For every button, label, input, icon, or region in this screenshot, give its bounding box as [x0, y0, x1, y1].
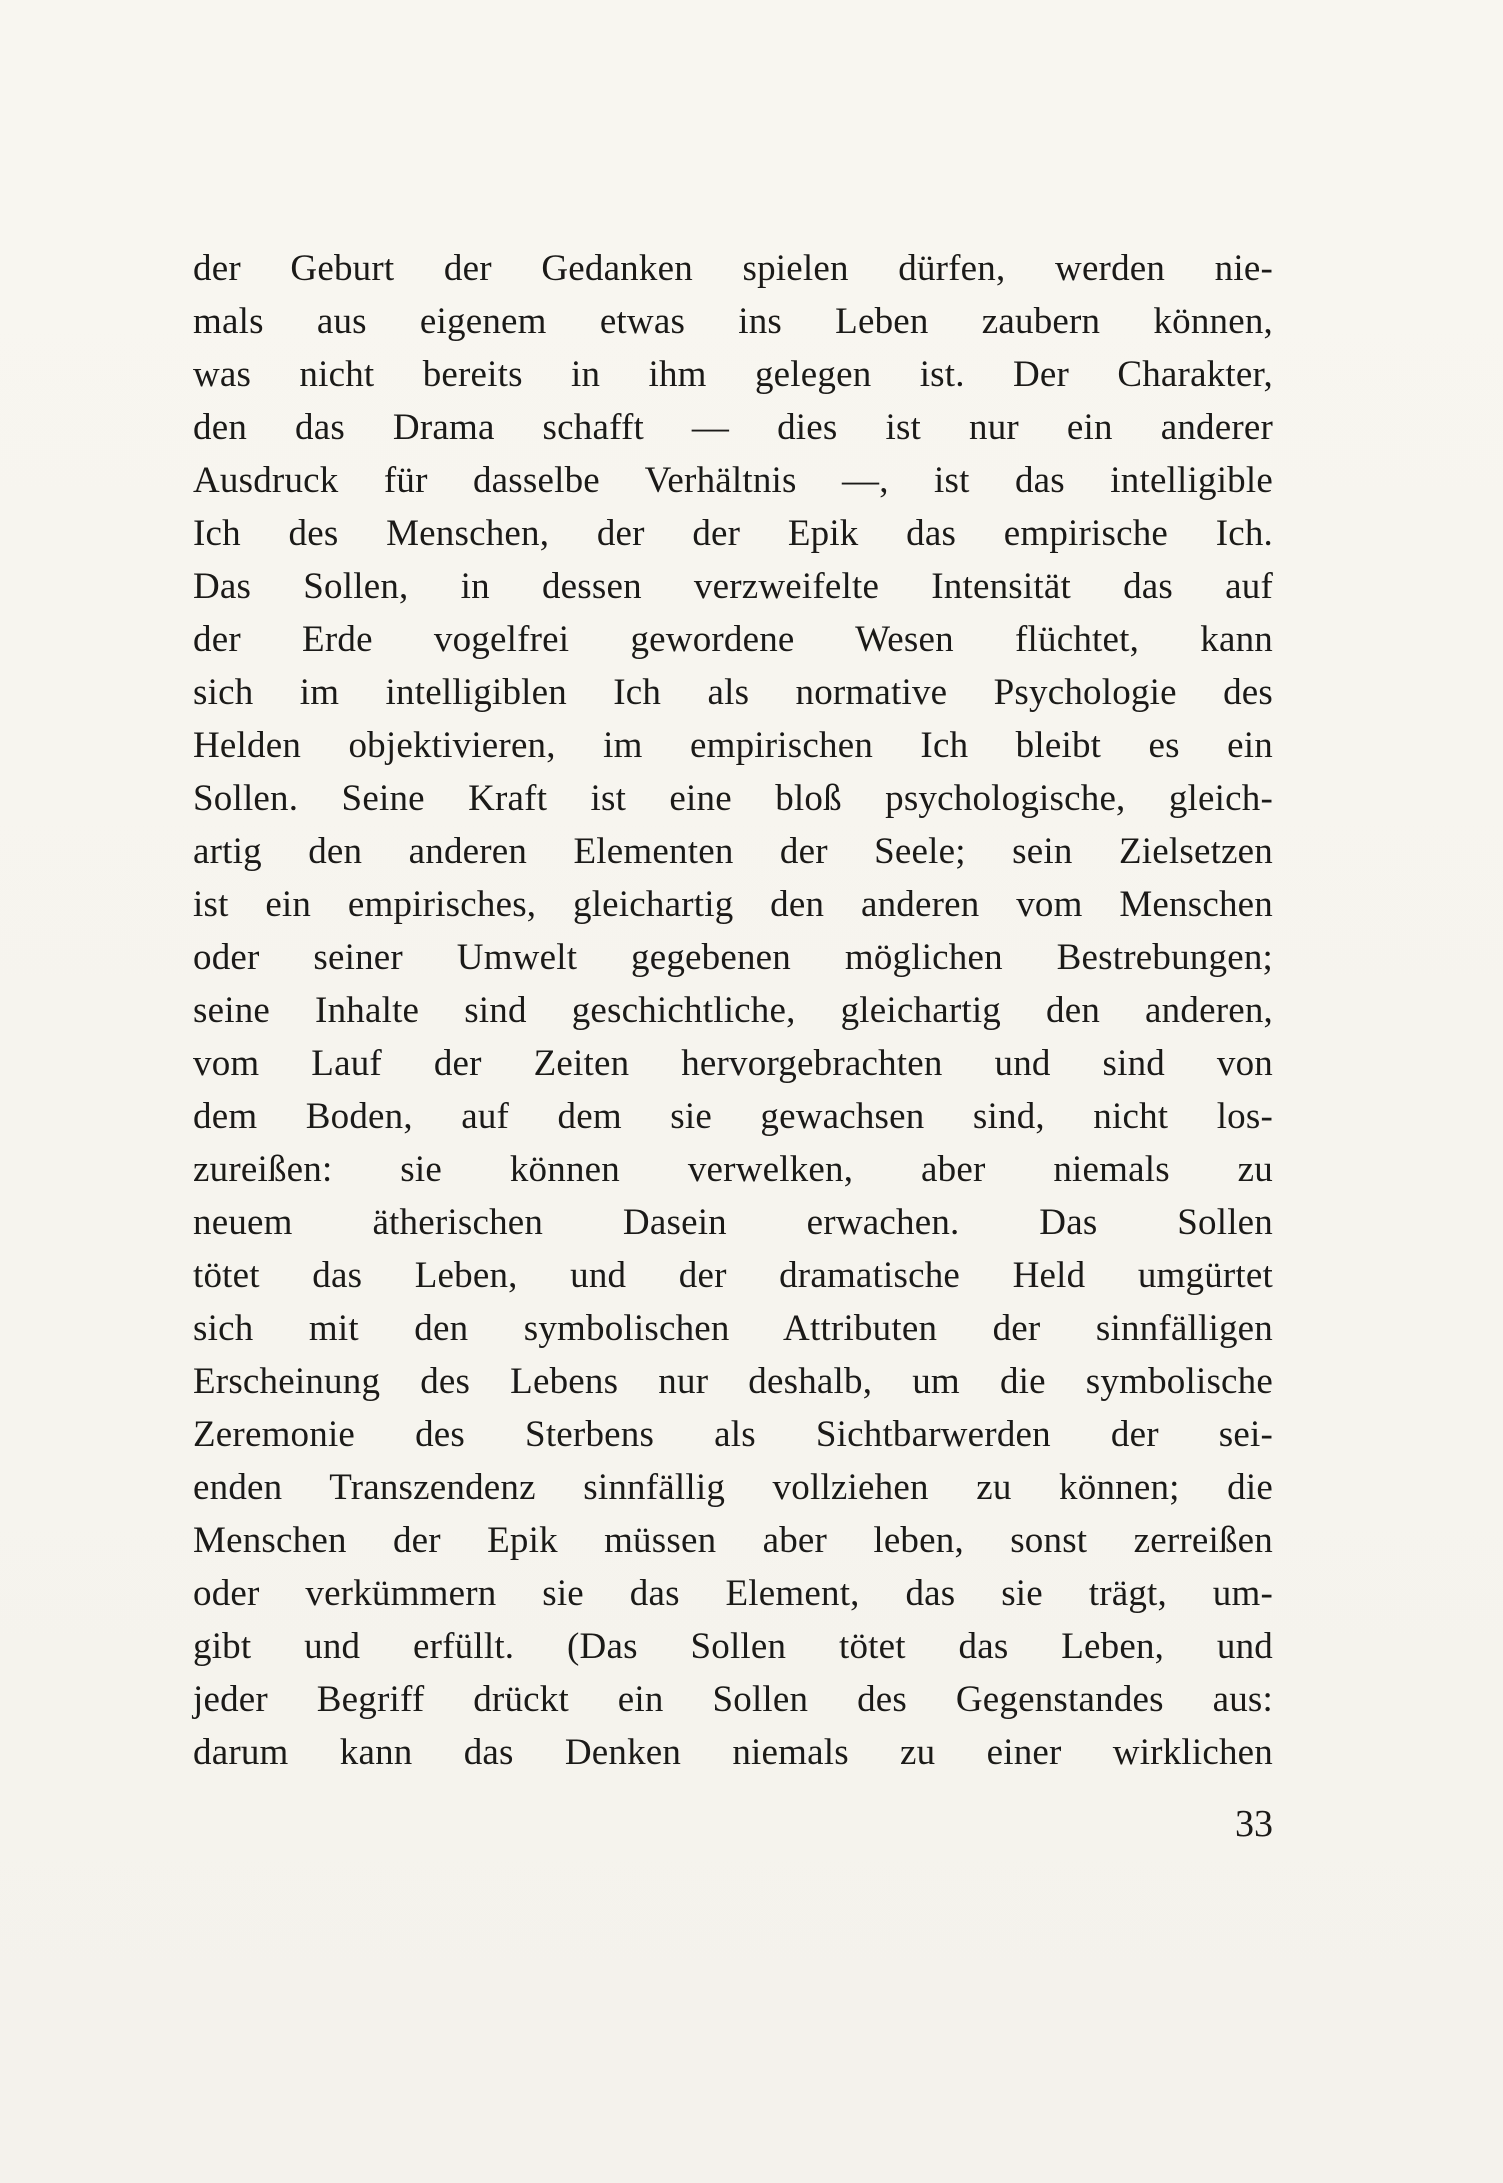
text-line: Helden objektivieren, im empirischen Ich bleibt es ein [193, 725, 1273, 766]
page-number: 33 [1235, 1803, 1273, 1845]
text-line: gibt und erfüllt. (Das Sollen tötet das Leben, und [193, 1626, 1273, 1667]
text-line: Erscheinung des Lebens nur deshalb, um die symbolische [193, 1361, 1273, 1402]
text-line: der Geburt der Gedanken spielen dürfen, werden nie- [193, 248, 1273, 289]
text-line: was nicht bereits in ihm gelegen ist. Der Charakter, [193, 354, 1273, 395]
text-line: Ich des Menschen, der der Epik das empirische Ich. [193, 513, 1273, 554]
text-line: enden Transzendenz sinnfällig vollziehen zu können; die [193, 1467, 1273, 1508]
text-line: Ausdruck für dasselbe Verhältnis —, ist das intelligible [193, 460, 1273, 501]
text-line: ist ein empirisches, gleichartig den anderen vom Menschen [193, 884, 1273, 925]
text-line: vom Lauf der Zeiten hervorgebrachten und sind von [193, 1043, 1273, 1084]
text-line: mals aus eigenem etwas ins Leben zaubern können, [193, 301, 1273, 342]
text-line: zureißen: sie können verwelken, aber niemals zu [193, 1149, 1273, 1190]
text-line: sich mit den symbolischen Attributen der sinnfälligen [193, 1308, 1273, 1349]
text-line: tötet das Leben, und der dramatische Held umgürtet [193, 1255, 1273, 1296]
text-line: dem Boden, auf dem sie gewachsen sind, nicht los- [193, 1096, 1273, 1137]
text-line: artig den anderen Elementen der Seele; sein Zielsetzen [193, 831, 1273, 872]
text-line: Sollen. Seine Kraft ist eine bloß psychologische, gleich- [193, 778, 1273, 819]
text-line: Menschen der Epik müssen aber leben, sonst zerreißen [193, 1520, 1273, 1561]
body-text [193, 242, 1273, 1779]
text-line: Das Sollen, in dessen verzweifelte Intensität das auf [193, 566, 1273, 607]
text-line: Zeremonie des Sterbens als Sichtbarwerden der sei- [193, 1414, 1273, 1455]
text-line: sich im intelligiblen Ich als normative Psychologie des [193, 672, 1273, 713]
text-line: jeder Begriff drückt ein Sollen des Gegenstandes aus: [193, 1679, 1273, 1720]
text-line: neuem ätherischen Dasein erwachen. Das Sollen [193, 1202, 1273, 1243]
text-line: der Erde vogelfrei gewordene Wesen flüchtet, kann [193, 619, 1273, 660]
text-line: seine Inhalte sind geschichtliche, gleichartig den anderen, [193, 990, 1273, 1031]
text-line: oder verkümmern sie das Element, das sie trägt, um- [193, 1573, 1273, 1614]
text-line: darum kann das Denken niemals zu einer wirklichen [193, 1732, 1273, 1773]
text-line: den das Drama schafft — dies ist nur ein anderer [193, 407, 1273, 448]
text-line: oder seiner Umwelt gegebenen möglichen Bestrebungen; [193, 937, 1273, 978]
